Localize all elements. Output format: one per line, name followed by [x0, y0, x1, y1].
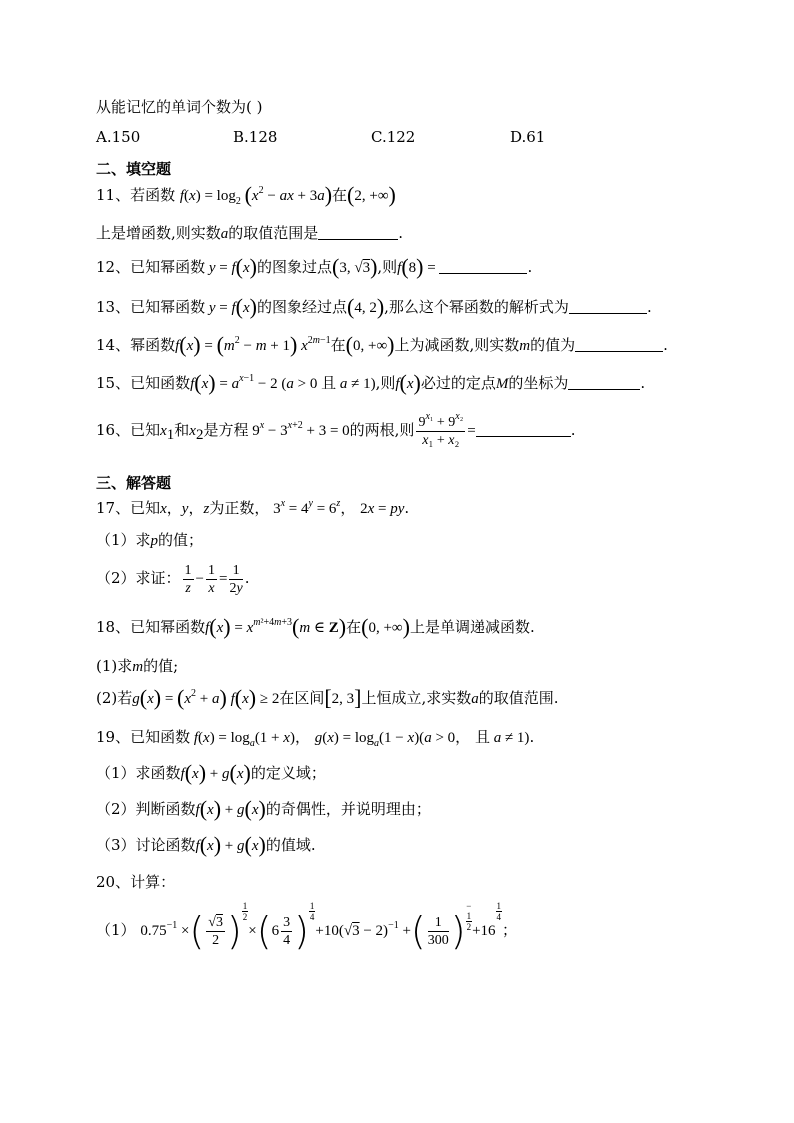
question-18-part1: (1)求m的值; — [96, 657, 179, 675]
answer-blank[interactable] — [575, 337, 663, 352]
question-17-part1: （1）求p的值； — [96, 531, 204, 549]
answer-blank[interactable] — [476, 422, 571, 437]
question-11-line2: 上是增函数,则实数a的取值范围是 . — [96, 224, 404, 242]
question-11: 11、若函数 $f(x) = \log_2 (x^2$ − ax + 3a)在(2, +∞) — [96, 182, 396, 207]
question-16: 16、已知$x_1$和$x_2$是方程 $9^x - 3^{x+2} + 3 = 0$的两根,则 $\frac{9^{x_1} + 9^{x_2}}{\text{x₁ + x₂}}$ = . — [96, 410, 576, 448]
question-19-part3: （3）讨论函数f(x) + g(x)的值域. — [96, 832, 316, 857]
section-heading-answer: 三、解答题 — [96, 474, 172, 492]
option-b: B.128 — [233, 128, 278, 146]
answer-blank[interactable] — [569, 299, 647, 314]
question-14: 14、幂函数$f(x) = (m^2 - m + 1)$ $x^{2m-1}$在(0, +∞)上为减函数,则实数m的值为 . — [96, 332, 668, 357]
question-19-part1: （1）求函数f(x) + g(x)的定义域； — [96, 760, 326, 785]
question-19: 19、已知函数 $f(x) = \log_a(1 + x)$， $g(x) = \log_a(1 - x)(a > 0$， 且 a ≠ 1). — [96, 728, 535, 749]
question-17: 17、已知x，y，z为正数， $3^x = 4^y = 6^z$， 2x = py. — [96, 498, 410, 517]
answer-blank[interactable] — [318, 225, 398, 240]
option-c: C.122 — [371, 128, 416, 146]
question-12: 12、已知幂函数 y = f(x)的图象过点(3, √3),则f(8) = . — [96, 254, 533, 279]
question-20: 20、计算： — [96, 873, 176, 891]
option-d: D.61 — [510, 128, 546, 146]
answer-blank[interactable] — [439, 259, 527, 274]
question-20-part1: （1） $0.75^{-1}$ ×( $\frac{√3}{2}$ ) 1 2×(6 $\frac{3}{4}$ ) 1 $4+10(√3 - 2)^{-1}$ +( $\frac{1}{300}$ )− 1 2+16 1 4； — [96, 901, 518, 953]
question-19-part2: （2）判断函数f(x) + g(x)的奇偶性，并说明理由； — [96, 796, 431, 821]
question-15: 15、已知函数$f(x) = a^{x-1} - 2$ (a > 0 且 a ≠ 1),则f(x)必过的定点M的坐标为 . — [96, 370, 646, 395]
question-17-part2: （2）求证： $\frac{1}{z}$ − $\frac{1}{x}$ = $\frac{1}{2y}$ . — [96, 562, 250, 596]
answer-blank[interactable] — [568, 375, 640, 390]
option-a: A.150 — [96, 128, 141, 146]
question-18-part2: (2)若$g(x) = (x^2 + a) f(x) \ge 2$在区间[2, 3]上恒成立,求实数a的取值范围. — [96, 685, 559, 710]
question-18: 18、已知幂函数$f(x) = x^{m^2+4m+3}(m$ ∈ Z)在(0, +∞)上是单调递减函数. — [96, 614, 535, 639]
question-13: 13、已知幂函数 y = f(x)的图象经过点(4, 2),那么这个幂函数的解析式为 . — [96, 294, 652, 319]
section-heading-fill-in: 二、填空题 — [96, 160, 172, 178]
question-10-stem-tail: 从能记忆的单词个数为( ) — [96, 98, 263, 116]
